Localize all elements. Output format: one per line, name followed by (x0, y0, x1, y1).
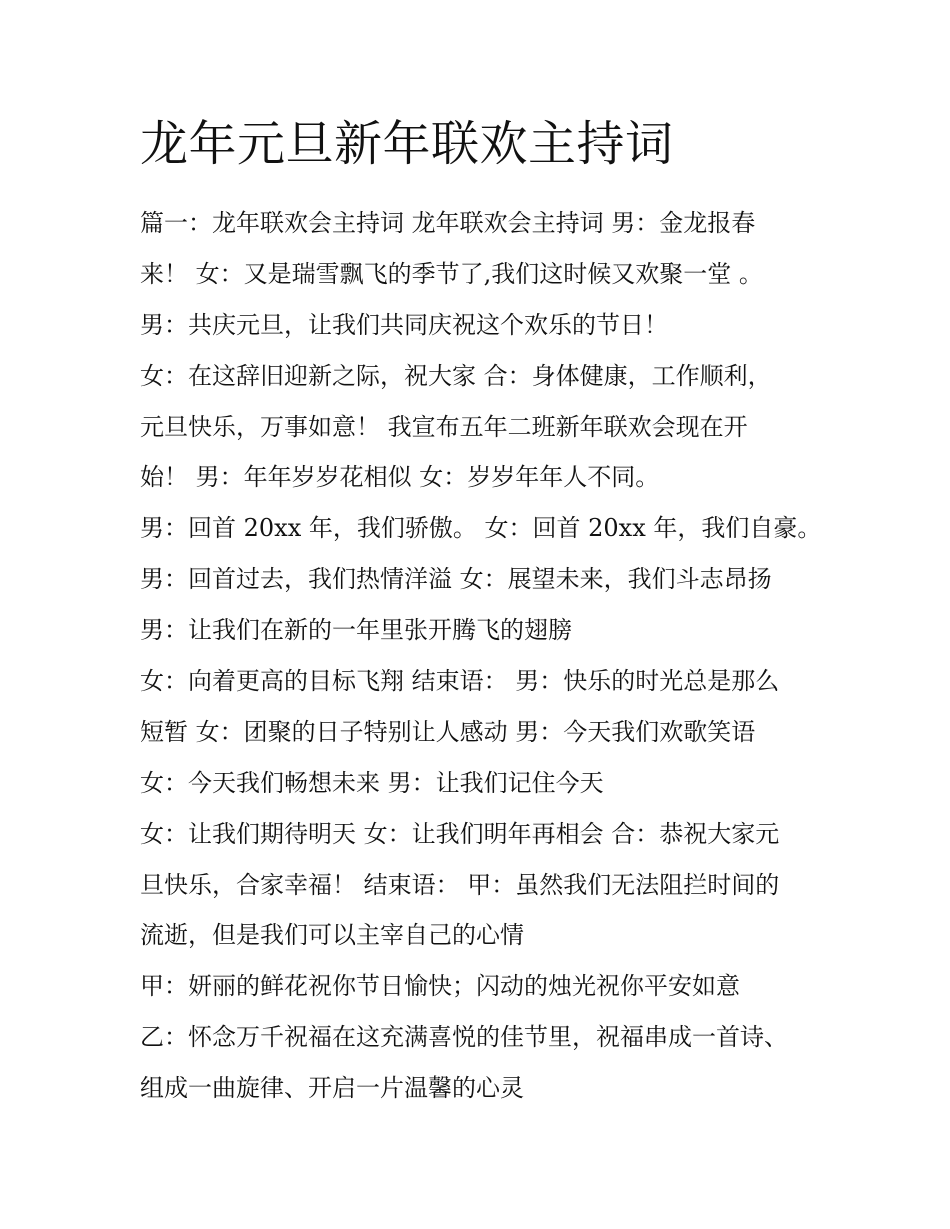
document-body (140, 198, 830, 1114)
text-line: 男：让我们在新的一年里张开腾飞的翅膀 (140, 616, 572, 645)
text-line: 男：共庆元旦，让我们共同庆祝这个欢乐的节日！ (140, 310, 668, 339)
text-line: 男：回首 20xx 年，我们骄傲。 女：回首 20xx 年，我们自豪。 (140, 514, 822, 543)
text-line: 旦快乐，合家幸福！ 结束语： 甲：虽然我们无法阻拦时间的 (140, 870, 780, 899)
document-title: 龙年元旦新年联欢主持词 (140, 116, 674, 172)
text-line: 元旦快乐，万事如意！ 我宣布五年二班新年联欢会现在开 (140, 412, 748, 441)
text-line: 甲：妍丽的鲜花祝你节日愉快；闪动的烛光祝你平安如意 (140, 972, 740, 1001)
text-line: 女：在这辞旧迎新之际，祝大家 合：身体健康，工作顺利， (140, 361, 772, 390)
text-line: 男：回首过去，我们热情洋溢 女：展望未来，我们斗志昂扬 (140, 565, 772, 594)
text-line: 女：向着更高的目标飞翔 结束语： 男：快乐的时光总是那么 (140, 667, 780, 696)
text-line: 始！ 男：年年岁岁花相似 女：岁岁年年人不同。 (140, 463, 660, 492)
text-line: 短暂 女：团聚的日子特别让人感动 男：今天我们欢歌笑语 (140, 717, 756, 746)
text-line: 流逝，但是我们可以主宰自己的心情 (140, 921, 524, 950)
text-line: 女：今天我们畅想未来 男：让我们记住今天 (140, 768, 604, 797)
text-line: 女：让我们期待明天 女：让我们明年再相会 合：恭祝大家元 (140, 819, 780, 848)
text-line: 篇一：龙年联欢会主持词 龙年联欢会主持词 男：金龙报春 (140, 209, 756, 237)
text-line: 来！ 女：又是瑞雪飘飞的季节了,我们这时候又欢聚一堂 。 (140, 259, 763, 288)
text-line: 乙：怀念万千祝福在这充满喜悦的佳节里，祝福串成一首诗、 (140, 1023, 788, 1052)
text-line: 组成一曲旋律、开启一片温馨的心灵 (140, 1074, 524, 1103)
